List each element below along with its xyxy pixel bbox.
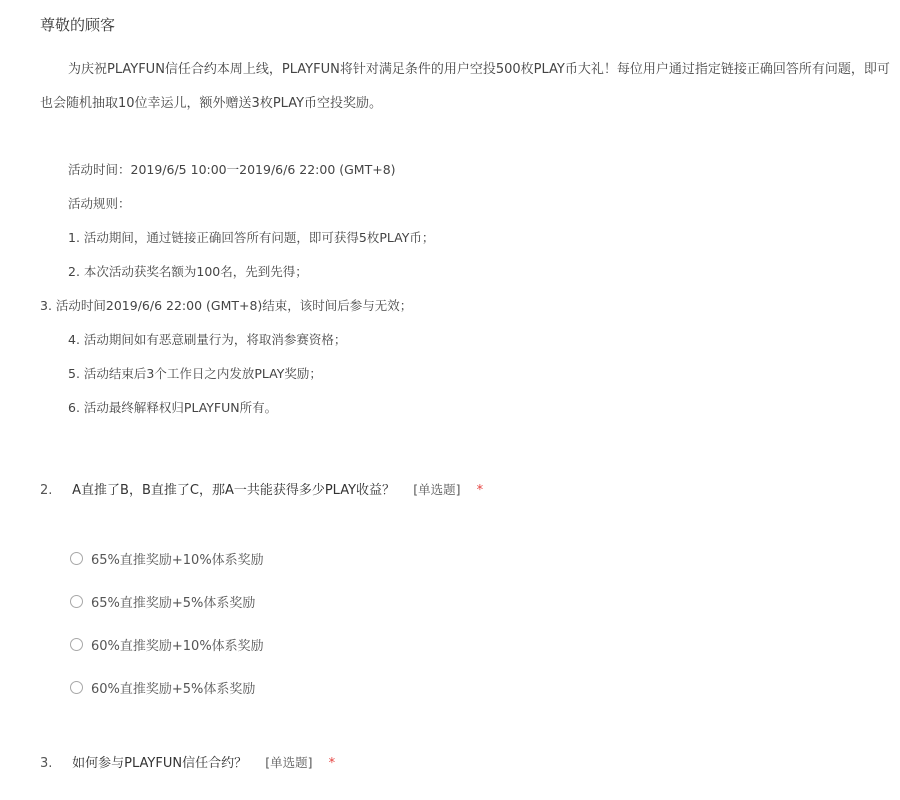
radio-icon[interactable] [70, 681, 83, 694]
question-type: [单选题] [413, 482, 461, 497]
question-text: 如何参与PLAYFUN信任合约？ [72, 756, 248, 771]
question-3 [40, 752, 335, 771]
question-number: 2. [40, 483, 53, 498]
intro-paragraph-line2: 也会随机抽取10位幸运儿，额外赠送3枚PLAY币空投奖励。 [40, 96, 383, 111]
greeting-title: 尊敬的顾客 [40, 16, 116, 34]
question-number: 3. [40, 756, 53, 771]
required-marker: * [328, 756, 336, 771]
radio-icon[interactable] [70, 552, 83, 565]
rule-item: 6. 活动最终解释权归PLAYFUN所有。 [68, 400, 278, 415]
rule-item: 5. 活动结束后3个工作日之内发放PLAY奖励； [68, 366, 322, 381]
rule-item: 4. 活动期间如有恶意刷量行为，将取消参赛资格； [68, 332, 347, 347]
option-1[interactable] [70, 549, 264, 568]
rule-item: 1. 活动期间，通过链接正确回答所有问题，即可获得5枚PLAY币； [68, 230, 435, 245]
rule-item: 3. 活动时间2019/6/6 22:00 (GMT+8)结束，该时间后参与无效； [40, 298, 413, 313]
option-label: 65%直推奖励+10%体系奖励 [91, 553, 264, 568]
activity-time: 活动时间：2019/6/5 10:00一2019/6/6 22:00 (GMT+8) [68, 162, 396, 177]
radio-icon[interactable] [70, 638, 83, 651]
option-4[interactable] [70, 678, 255, 697]
rule-item: 2. 本次活动获奖名额为100名，先到先得； [68, 264, 308, 279]
question-2 [40, 479, 483, 498]
option-label: 65%直推奖励+5%体系奖励 [91, 596, 256, 611]
required-marker: * [476, 483, 484, 498]
rules-title: 活动规则： [68, 196, 131, 211]
radio-icon[interactable] [70, 595, 83, 608]
option-2[interactable] [70, 592, 255, 611]
question-type: [单选题] [265, 755, 313, 770]
intro-paragraph-line1: 为庆祝PLAYFUN信任合约本周上线，PLAYFUN将针对满足条件的用户空投500枚PLAY币大礼！每位用户通过指定链接正确回答所有问题，即可 [68, 62, 890, 77]
question-text: A直推了B，B直推了C，那A一共能获得多少PLAY收益？ [72, 483, 396, 498]
option-label: 60%直推奖励+10%体系奖励 [91, 639, 264, 654]
option-3[interactable] [70, 635, 264, 654]
option-label: 60%直推奖励+5%体系奖励 [91, 682, 256, 697]
